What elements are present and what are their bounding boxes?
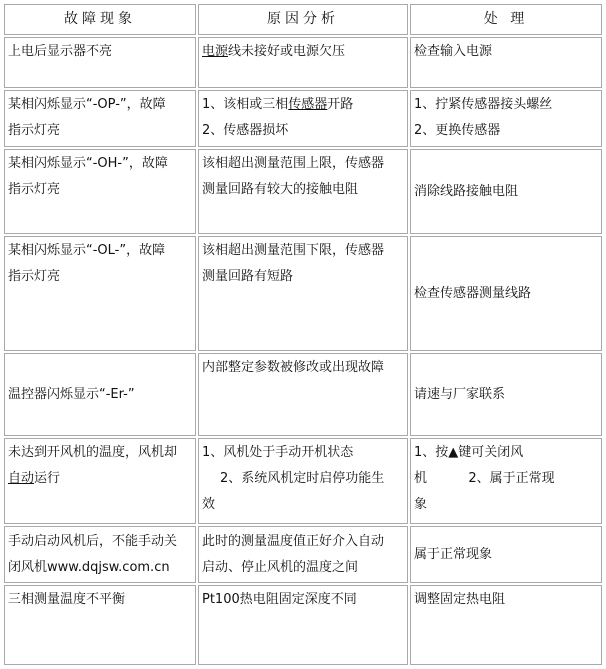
symptom-text-line-2 — [8, 466, 192, 492]
symptom-text-line-2: 闭风机www.dqjsw.com.cn — [8, 559, 170, 575]
cause-link[interactable]: 电源 — [202, 43, 229, 59]
action-text-line-1: 1、拧紧传感器接头螺丝 — [414, 97, 553, 113]
action-cell — [410, 236, 602, 350]
action-cell — [410, 438, 602, 524]
symptom-cell — [4, 353, 196, 437]
table-row — [4, 353, 602, 437]
cause-text-line-1: 该相超出测量范围上限，传感器 — [202, 155, 385, 171]
symptom-text-line-2: 指示灯亮 — [8, 123, 61, 139]
symptom-text: 上电后显示器不亮 — [8, 43, 113, 59]
cause-text-line-3: 效 — [202, 497, 216, 513]
symptom-text-line-2: 指示灯亮 — [8, 269, 61, 285]
fault-table — [2, 2, 604, 667]
header-action: 处 理 — [410, 4, 602, 35]
table-row — [4, 438, 602, 524]
table-row — [4, 236, 602, 350]
cause-text-line-1: 该相超出测量范围下限，传感器 — [202, 243, 385, 259]
symptom-cell — [4, 90, 196, 147]
symptom-cell — [4, 236, 196, 350]
cause-text-line-1: 此时的测量温度值正好介入自动 — [202, 533, 385, 549]
cause-text-part: 1、该相或三相 — [202, 97, 289, 113]
action-text: 检查输入电源 — [414, 43, 493, 59]
cause-text-line-2: 测量回路有较大的接触电阻 — [202, 181, 359, 197]
symptom-cell — [4, 37, 196, 88]
cause-text-line-2: 2、传感器损坏 — [202, 123, 289, 139]
cause-cell — [198, 236, 408, 350]
action-text-line-1: 1、按▲键可关闭风 — [414, 445, 524, 461]
cause-text-rest: 线未接好或电源欠压 — [228, 43, 346, 59]
symptom-text: 温控器闪烁显示“-Er-” — [8, 386, 135, 402]
symptom-cell — [4, 526, 196, 583]
cause-cell — [198, 526, 408, 583]
action-text: 检查传感器测量线路 — [414, 285, 532, 301]
cause-text-line-1 — [202, 92, 404, 118]
action-text-line-2: 2、更换传感器 — [414, 123, 501, 139]
cause-cell — [198, 438, 408, 524]
symptom-cell — [4, 438, 196, 524]
table-row — [4, 149, 602, 235]
action-cell — [410, 526, 602, 583]
action-text-line-3: 象 — [414, 497, 428, 513]
symptom-cell — [4, 149, 196, 235]
action-text: 调整固定热电阻 — [414, 592, 506, 608]
symptom-cell — [4, 585, 196, 665]
table-row — [4, 526, 602, 583]
action-cell — [410, 37, 602, 88]
table-row — [4, 90, 602, 147]
table-row — [4, 37, 602, 88]
sensor-link[interactable]: 传感器 — [288, 97, 328, 113]
action-text: 请速与厂家联系 — [414, 386, 506, 402]
cause-text-line-1: 1、风机处于手动开机状态 — [202, 445, 354, 461]
action-cell — [410, 585, 602, 665]
header-cause: 原因分析 — [198, 4, 408, 35]
cause-cell — [198, 37, 408, 88]
symptom-text-line-1: 某相闪烁显示“-OH-”，故障 — [8, 155, 168, 171]
symptom-text-line-1: 某相闪烁显示“-OP-”，故障 — [8, 97, 166, 113]
action-cell — [410, 149, 602, 235]
symptom-text-line-1: 未达到开风机的温度，风机却 — [8, 445, 178, 461]
cause-cell — [198, 90, 408, 147]
cause-text-line-2: 2、系统风机定时启停功能生 — [220, 471, 385, 487]
cause-cell — [198, 585, 408, 665]
cause-text-part: 开路 — [327, 97, 354, 113]
symptom-text-rest: 运行 — [34, 471, 61, 487]
cause-text: Pt100热电阻固定深度不同 — [202, 592, 357, 608]
cause-cell — [198, 149, 408, 235]
cause-text-line-2: 测量回路有短路 — [202, 269, 294, 285]
cause-cell — [198, 353, 408, 437]
table-header-row — [4, 4, 602, 35]
cause-text: 内部整定参数被修改或出现故障 — [202, 359, 385, 375]
header-symptom: 故障现象 — [4, 4, 196, 35]
cause-text — [202, 39, 404, 65]
auto-link[interactable]: 自动 — [8, 471, 35, 487]
symptom-text: 三相测量温度不平衡 — [8, 592, 126, 608]
action-text: 属于正常现象 — [414, 546, 493, 562]
action-cell — [410, 90, 602, 147]
action-text-line-2: 机 2、属于正常现 — [414, 471, 555, 487]
cause-text-line-2: 启动、停止风机的温度之间 — [202, 559, 359, 575]
action-cell — [410, 353, 602, 437]
symptom-text-line-1: 某相闪烁显示“-OL-”，故障 — [8, 243, 166, 259]
action-text: 消除线路接触电阻 — [414, 183, 519, 199]
symptom-text-line-2: 指示灯亮 — [8, 181, 61, 197]
symptom-text-line-1: 手动启动风机后，不能手动关 — [8, 533, 178, 549]
table-row — [4, 585, 602, 665]
